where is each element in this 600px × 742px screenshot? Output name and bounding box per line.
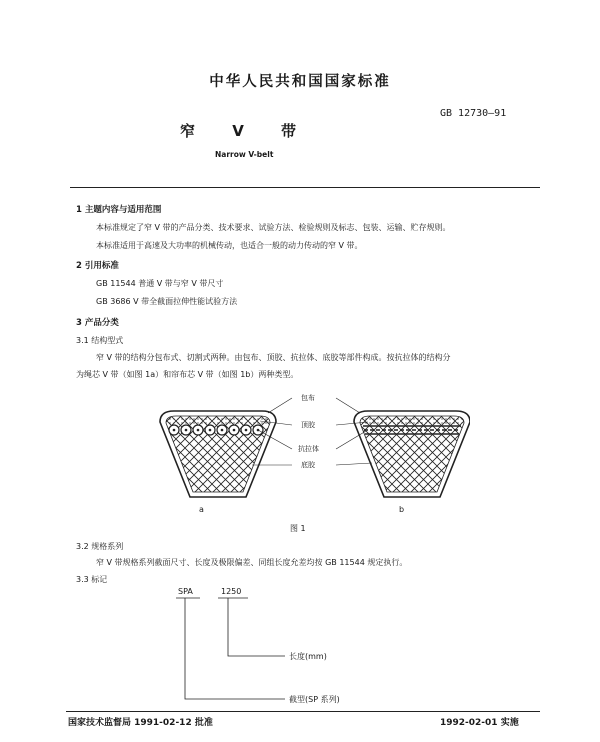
section-3-heading: 3 产品分类 [76,318,119,328]
header-rule [70,187,540,188]
top-rubber-a [168,416,268,424]
belt-section-a [160,411,276,497]
label-tension-member: 抗拉体 [298,445,319,453]
figure-sub-a: a [199,505,204,514]
marking-type-label: 截型(SP 系列) [289,695,340,704]
figure-caption: 图 1 [290,524,306,533]
section-1-heading: 1 主题内容与适用范围 [76,205,162,215]
marking-type-code: SPA [178,587,193,596]
doc-title: 窄 V 带 [180,122,297,140]
english-title: Narrow V-belt [215,150,274,159]
section-3-2-paragraph: 窄 V 带规格系列截面尺寸、长度及极限偏差、同组长度允差均按 GB 11544 规定执行。 [96,558,408,567]
section-3-1-paragraph-2: 为绳芯 V 带（如图 1a）和帘布芯 V 带（如图 1b）两种类型。 [76,370,299,379]
marking-length-label: 长度(mm) [289,652,327,661]
reference-2: GB 3686 V 带全截面拉伸性能试验方法 [96,297,238,306]
section-3-2-heading: 3.2 规格系列 [76,542,124,551]
marking-diagram [170,596,300,706]
section-3-3-heading: 3.3 标记 [76,575,108,584]
label-top-rubber: 顶胶 [301,421,315,429]
section-1-paragraph-2: 本标准适用于高速及大功率的机械传动，也适合一般的动力传动的窄 V 带。 [96,241,363,250]
label-bottom-rubber: 底胶 [301,461,315,469]
org-title: 中华人民共和国国家标准 [209,74,391,90]
footer-effective: 1992-02-01 实施 [440,718,519,728]
section-2-heading: 2 引用标准 [76,261,119,271]
section-3-1-heading: 3.1 结构型式 [76,336,124,345]
section-1-paragraph-1: 本标准规定了窄 V 带的产品分类、技术要求、试验方法、检验规则及标志、包装、运输、贮存规则。 [96,223,451,232]
figure-sub-b: b [399,505,405,514]
section-3-1-paragraph-1: 窄 V 带的结构分包布式、切割式两种。由包布、顶胶、抗拉体、底胶等部件构成。按抗拉体的结构分 [96,353,451,362]
belt-section-b [354,411,470,497]
label-wrap-fabric: 包布 [301,394,315,402]
reference-1: GB 11544 普通 V 带与窄 V 带尺寸 [96,279,224,288]
marking-length-value: 1250 [221,587,242,596]
standard-code: GB 12730—91 [440,108,507,119]
figure-1 [140,385,470,530]
footer-rule [66,711,540,712]
footer-approval: 国家技术监督局 1991-02-12 批准 [68,718,213,728]
top-rubber-b [362,416,462,424]
